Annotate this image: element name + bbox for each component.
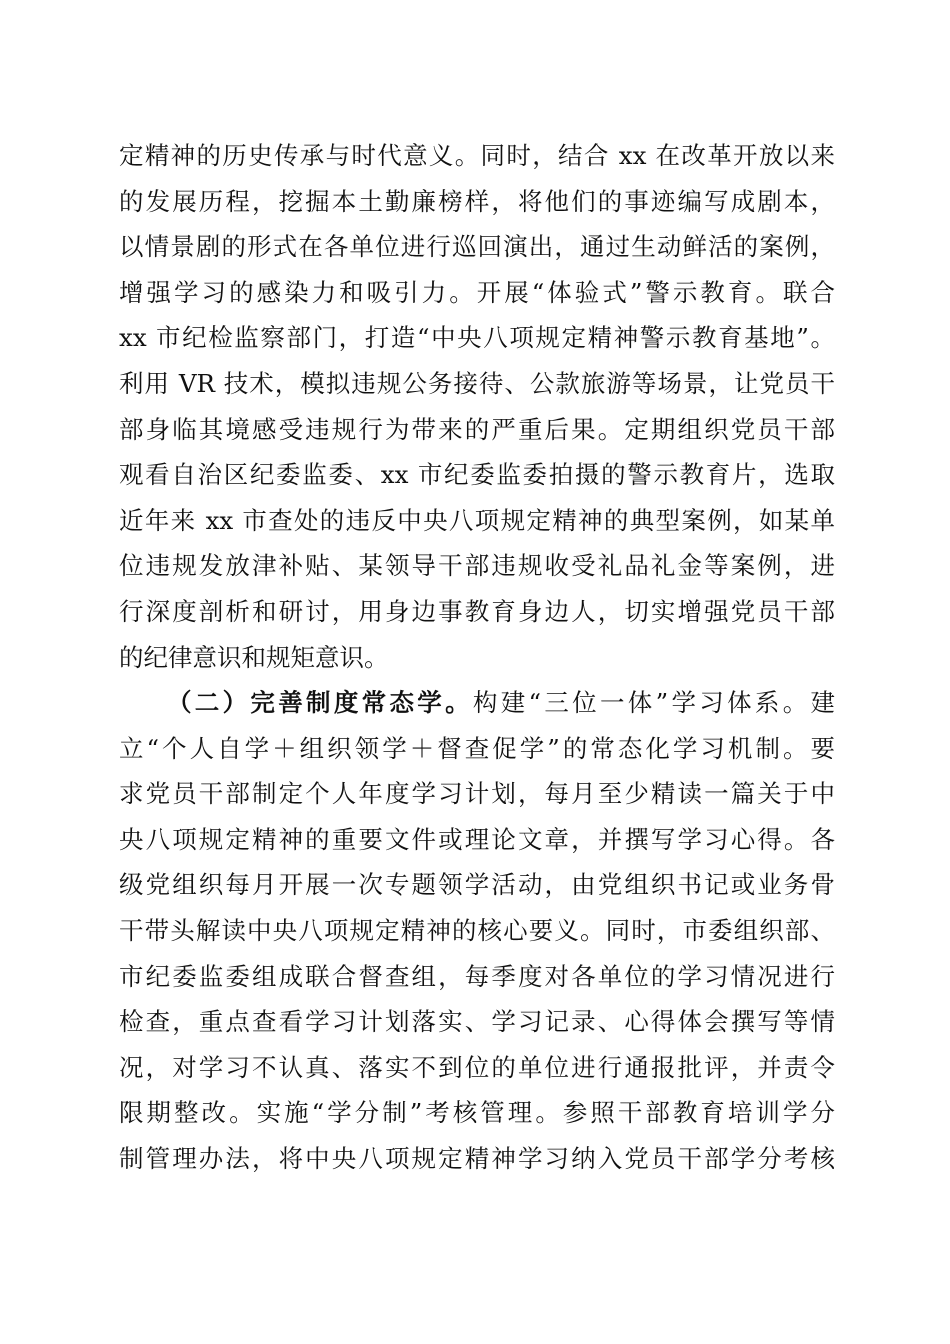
paragraph-2-line: 市纪委监委组成联合督查组，每季度对各单位的学习情况进行 xyxy=(119,961,835,991)
paragraph-2-line: 干带头解读中央八项规定精神的核心要义。同时，市委组织部、 xyxy=(119,915,835,945)
paragraph-1-line: 观看自治区纪委监委、xx 市纪委监委拍摄的警示教育片，选取 xyxy=(119,460,835,490)
paragraph-2-line: 立“个人自学＋组织领学＋督查促学”的常态化学习机制。要 xyxy=(119,733,835,763)
paragraph-2-line: 央八项规定精神的重要文件或理论文章，并撰写学习心得。各 xyxy=(119,824,835,854)
paragraph-2 xyxy=(119,680,835,1182)
section-heading: （二）完善制度常态学。 xyxy=(167,688,473,717)
paragraph-1-line: 定精神的历史传承与时代意义。同时，结合 xx 在改革开放以来 xyxy=(119,141,835,170)
paragraph-1-line: 近年来 xx 市查处的违反中央八项规定精神的典型案例，如某单 xyxy=(119,505,835,535)
paragraph-1-line: 部身临其境感受违规行为带来的严重后果。定期组织党员干部 xyxy=(119,414,835,444)
paragraph-2-line: 求党员干部制定个人年度学习计划，每月至少精读一篇关于中 xyxy=(119,779,835,809)
paragraph-2-first-line xyxy=(119,680,835,726)
paragraph-1-line: 行深度剖析和研讨，用身边事教育身边人，切实增强党员干部 xyxy=(119,596,835,626)
paragraph-2-line: 检查，重点查看学习计划落实、学习记录、心得体会撰写等情 xyxy=(119,1007,835,1037)
paragraph-2-line: 制管理办法，将中央八项规定精神学习纳入党员干部学分考核 xyxy=(119,1143,835,1173)
paragraph-1-line: 增强学习的感染力和吸引力。开展“体验式”警示教育。联合 xyxy=(119,277,835,307)
paragraph-2-line: 级党组织每月开展一次专题领学活动，由党组织书记或业务骨 xyxy=(119,870,835,900)
paragraph-1-line: 位违规发放津补贴、某领导干部违规收受礼品礼金等案例，进 xyxy=(119,551,835,581)
paragraph-2-line: 况，对学习不认真、落实不到位的单位进行通报批评，并责令 xyxy=(119,1052,835,1082)
paragraph-1-line: 利用 VR 技术，模拟违规公务接待、公款旅游等场景，让党员干 xyxy=(119,368,835,398)
paragraph-2-line: 限期整改。实施“学分制”考核管理。参照干部教育培训学分 xyxy=(119,1098,835,1128)
paragraph-1-line: 以情景剧的形式在各单位进行巡回演出，通过生动鲜活的案例， xyxy=(119,232,835,262)
paragraph-1-line: xx 市纪检监察部门，打造“中央八项规定精神警示教育基地”。 xyxy=(119,323,835,353)
paragraph-1 xyxy=(119,133,835,680)
paragraph-1-last-line: 的纪律意识和规矩意识。 xyxy=(119,642,389,672)
paragraph-2-first-line-text: 构建“三位一体”学习体系。建 xyxy=(472,688,835,717)
paragraph-1-line: 的发展历程，挖掘本土勤廉榜样，将他们的事迹编写成剧本， xyxy=(119,186,835,216)
